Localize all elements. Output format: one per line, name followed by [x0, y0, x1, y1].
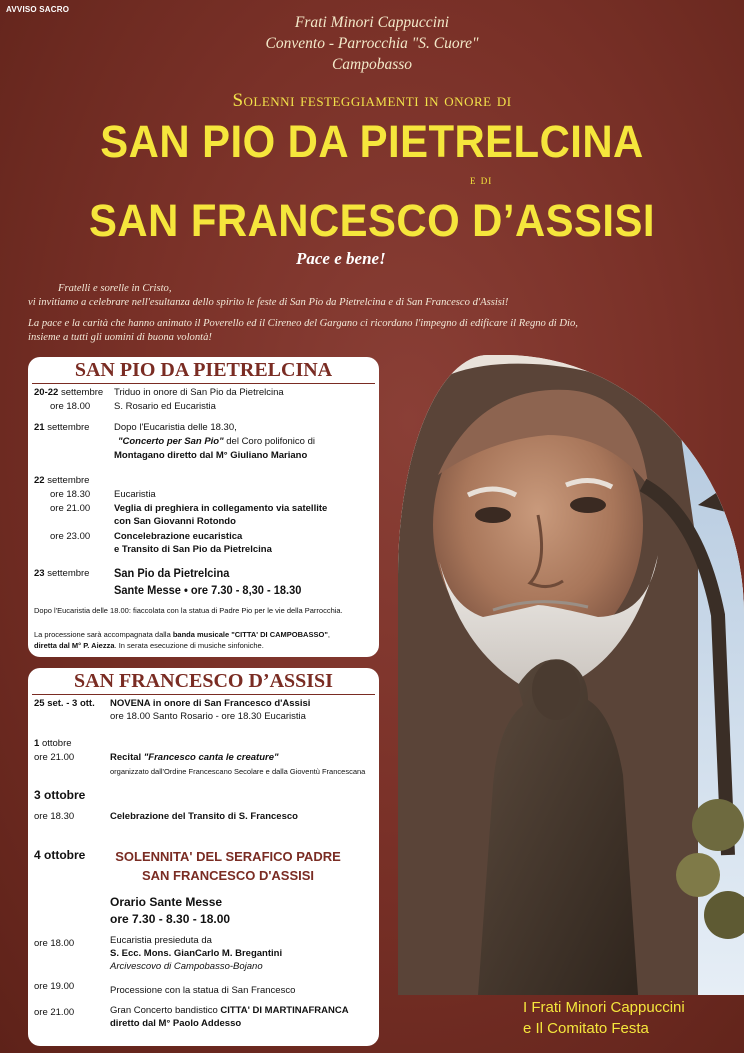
san-pio-program	[28, 357, 379, 657]
pio-banda-note: La processione sarà accompagnata dalla banda musicale "CITTA' DI CAMPOBASSO",	[34, 630, 330, 639]
pio-feast-title: San Pio da Pietrelcina	[114, 566, 230, 580]
pio-eucaristia-note: Dopo l'Eucaristia delle 18.30,	[114, 422, 237, 433]
francesco-bishop: S. Ecc. Mons. GianCarlo M. Bregantini	[110, 948, 283, 959]
pio-time: ore 18.30	[50, 489, 91, 500]
divider	[32, 694, 375, 695]
title-conjunction: e di	[470, 172, 493, 187]
francesco-orario-times: ore 7.30 - 8.30 - 18.00	[110, 912, 231, 926]
pio-fiaccolata-note: Dopo l'Eucaristia delle 18.00: fiaccolata con la statua di Padre Pio per le vie della Parrocchia.	[34, 606, 343, 615]
francesco-time: ore 21.00	[34, 752, 75, 763]
pio-transito: e Transito di San Pio da Pietrelcina	[114, 544, 272, 555]
francesco-orario-label: Orario Sante Messe	[110, 895, 223, 909]
header-line-convent: Convento - Parrocchia "S. Cuore"	[265, 35, 479, 52]
pio-concelebrazione: Concelebrazione eucaristica	[114, 531, 243, 542]
title-san-pio: SAN PIO DA PIETRELCINA	[100, 116, 644, 167]
pio-time: ore 23.00	[50, 531, 91, 542]
francesco-recital-organizers: organizzato dall'Ordine Francescano Secolare e dalla Gioventù Francescana	[110, 767, 366, 776]
francesco-novena-times: ore 18.00 Santo Rosario - ore 18.30 Eucaristia	[110, 711, 306, 722]
francesco-transito: Celebrazione del Transito di S. Francesco	[110, 811, 298, 822]
pio-date-23: 23 settembre	[34, 568, 90, 579]
francesco-eucaristia: Eucaristia presieduta da	[110, 935, 212, 946]
celebrations-subtitle: Solenni festeggiamenti in onore di	[232, 90, 512, 111]
francesco-date-novena: 25 set. - 3 ott.	[34, 698, 95, 709]
intro-line-4: insieme a tutti gli uomini di buona volontà!	[28, 332, 212, 343]
francesco-solennita-title: SOLENNITA' DEL SERAFICO PADRE	[115, 849, 341, 864]
intro-text	[28, 282, 728, 345]
francesco-concerto-director: diretto dal M° Paolo Addesso	[110, 1018, 242, 1029]
header-line-order: Frati Minori Cappuccini	[294, 14, 450, 31]
francesco-date-4-oct: 4 ottobre	[34, 848, 86, 862]
san-francesco-program	[28, 668, 379, 1046]
francesco-processione: Processione con la statua di San Francesco	[110, 985, 296, 996]
pio-date-20-22: 20-22 settembre	[34, 387, 104, 398]
signature-committee: e Il Comitato Festa	[523, 1020, 649, 1037]
signature-block	[523, 997, 685, 1039]
pio-time: ore 21.00	[50, 503, 91, 514]
intro-line-3: La pace e la carità che hanno animato il Poverello ed il Cireneo del Gargano ci ricordano l'impegno di edificare il Regno di Dio,	[28, 318, 578, 329]
francesco-date-1-oct: 1 ottobre	[34, 738, 72, 749]
intro-line-1: Fratelli e sorelle in Cristo,	[58, 283, 172, 294]
header-line-city: Campobasso	[331, 56, 413, 73]
francesco-date-3-oct: 3 ottobre	[34, 788, 86, 802]
avviso-label: AVVISO SACRO	[6, 5, 70, 14]
intro-line-2: vi invitiamo a celebrare nell'esultanza dello spirito le feste di San Pio da Pietrelcina e di San Francesco d'Assisi!	[28, 297, 509, 308]
pio-director-note: diretta dal M° P. Aiezza. In serata esecuzione di musiche sinfoniche.	[34, 641, 264, 650]
pio-veglia: Veglia di preghiera in collegamento via satellite	[114, 503, 328, 514]
francesco-time: ore 19.00	[34, 981, 75, 992]
francesco-time: ore 18.30	[34, 811, 75, 822]
pio-masses: Sante Messe • ore 7.30 - 8,30 - 18.30	[114, 583, 302, 597]
pio-concerto: "Concerto per San Pio" del Coro polifonico di	[118, 436, 315, 447]
pio-coro: Montagano diretto dal M° Giuliano Mariano	[114, 450, 308, 461]
pio-date-22: 22 settembre	[34, 475, 90, 486]
pio-san-giovanni: con San Giovanni Rotondo	[114, 516, 236, 527]
pio-time: ore 18.00	[50, 401, 91, 412]
francesco-time: ore 18.00	[34, 938, 75, 949]
francesco-novena: NOVENA in onore di San Francesco d'Assisi	[110, 698, 311, 709]
photo-icon	[398, 355, 744, 995]
saints-photo	[398, 355, 744, 995]
title-san-francesco: SAN FRANCESCO D’ASSISI	[89, 195, 655, 246]
pio-eucaristia: Eucaristia	[114, 489, 156, 500]
san-pio-program-title: SAN PIO DA PIETRELCINA	[74, 359, 333, 381]
francesco-solennita-subtitle: SAN FRANCESCO D'ASSISI	[141, 868, 315, 883]
san-francesco-program-title: SAN FRANCESCO D’ASSISI	[74, 670, 333, 692]
francesco-recital: Recital "Francesco canta le creature"	[110, 752, 279, 763]
signature-friars: I Frati Minori Cappuccini	[523, 999, 685, 1016]
pio-date-21: 21 settembre	[34, 422, 90, 433]
pio-rosario: S. Rosario ed Eucaristia	[114, 401, 216, 412]
francesco-concerto: Gran Concerto bandistico CITTA' DI MARTINAFRANCA	[110, 1005, 349, 1016]
francesco-bishop-title: Arcivescovo di Campobasso-Bojano	[110, 961, 263, 972]
pio-triduo: Triduo in onore di San Pio da Pietrelcina	[114, 387, 284, 398]
greeting-pace-e-bene: Pace e bene!	[296, 249, 386, 268]
header-block	[0, 12, 744, 75]
francesco-time: ore 21.00	[34, 1007, 75, 1018]
divider	[32, 383, 375, 384]
